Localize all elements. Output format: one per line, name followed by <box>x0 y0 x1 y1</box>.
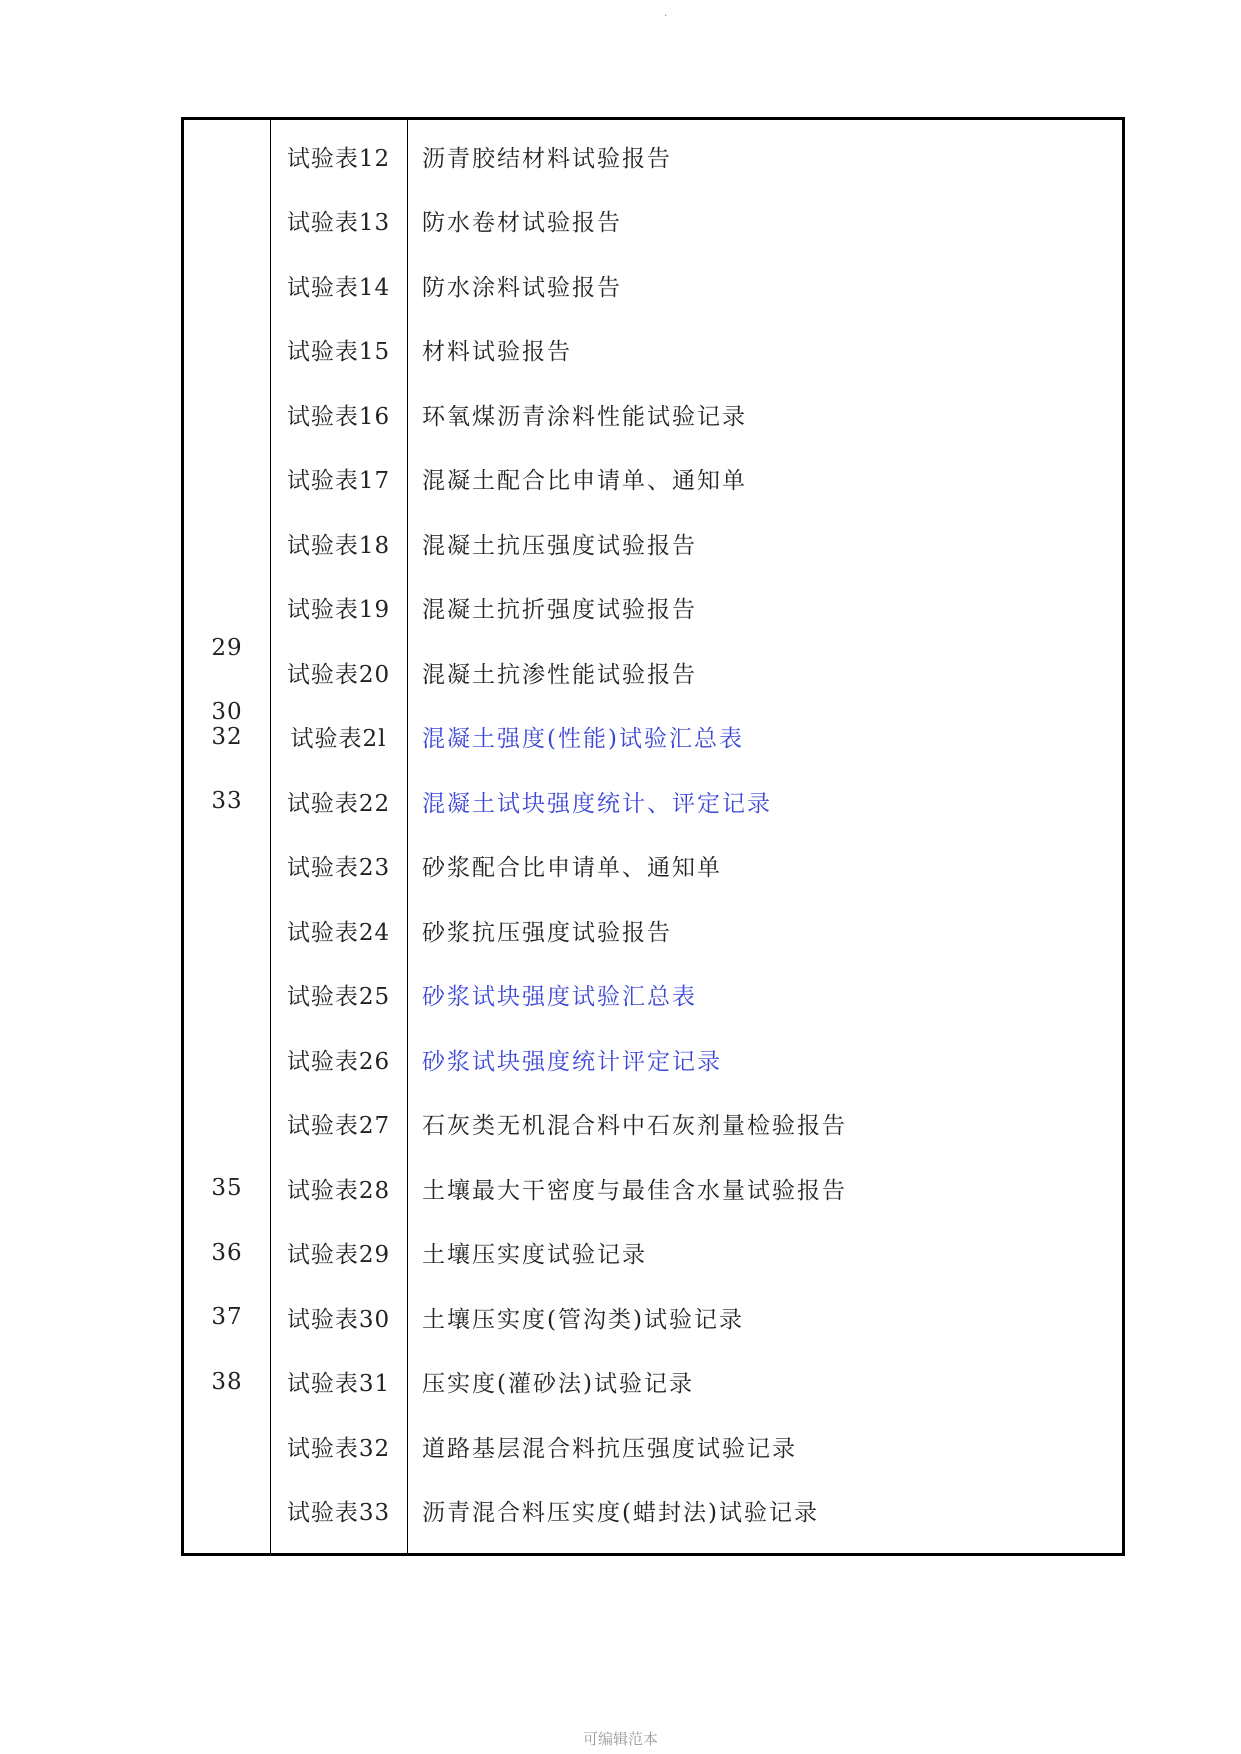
row-number: 37 <box>211 1304 243 1330</box>
form-code: 试验表23 <box>286 855 391 881</box>
row-number <box>184 834 270 898</box>
row-number <box>184 447 270 511</box>
form-code: 试验表32 <box>286 1435 391 1462</box>
row-number: 32 <box>211 723 243 750</box>
form-title: 防水涂料试验报告 <box>422 274 622 301</box>
table-row <box>184 640 1122 704</box>
table-row <box>184 834 1122 898</box>
form-code: 试验表17 <box>286 468 391 494</box>
table-row <box>184 1027 1122 1091</box>
row-number: 33 <box>211 788 243 814</box>
form-title: 土壤最大干密度与最佳含水量试验报告 <box>422 1177 847 1204</box>
table-row <box>184 253 1122 317</box>
form-code: 试验表25 <box>286 984 391 1010</box>
form-title: 混凝土抗压强度试验报告 <box>422 532 697 559</box>
form-code: 试验表2l <box>290 726 387 752</box>
form-code: 试验表31 <box>286 1371 391 1397</box>
form-title: 沥青胶结材料试验报告 <box>422 145 672 172</box>
form-code: 试验表26 <box>286 1048 391 1075</box>
row-number <box>184 382 270 446</box>
row-number <box>184 1479 270 1543</box>
form-code: 试验表24 <box>286 919 391 946</box>
form-code: 试验表30 <box>286 1306 391 1333</box>
form-code: 试验表12 <box>286 145 391 172</box>
form-code: 试验表22 <box>286 790 391 817</box>
row-number: 35 <box>211 1175 243 1201</box>
form-title: 混凝土配合比申请单、通知单 <box>422 468 747 494</box>
table-row <box>184 1221 1122 1285</box>
document-table <box>181 117 1125 1556</box>
form-code: 试验表29 <box>286 1242 391 1268</box>
form-title: 道路基层混合料抗压强度试验记录 <box>422 1435 797 1462</box>
table-row <box>184 1350 1122 1414</box>
header-dot: . <box>664 8 668 19</box>
table-row <box>184 189 1122 253</box>
form-code: 试验表28 <box>286 1177 391 1204</box>
table-row <box>184 1156 1122 1220</box>
form-code: 试验表13 <box>286 210 391 236</box>
form-title-link[interactable]: 砂浆试块强度试验汇总表 <box>422 984 697 1010</box>
row-number <box>184 124 270 188</box>
table-row <box>184 318 1122 382</box>
form-title: 压实度(灌砂法)试验记录 <box>422 1371 694 1397</box>
row-number <box>184 511 270 575</box>
form-code: 试验表18 <box>286 532 391 559</box>
form-title: 混凝土抗折强度试验报告 <box>422 597 697 623</box>
form-code: 试验表15 <box>286 339 391 365</box>
row-number <box>184 1092 270 1156</box>
table-row <box>184 447 1122 511</box>
form-title: 土壤压实度试验记录 <box>422 1242 647 1268</box>
row-number: 36 <box>211 1239 243 1266</box>
table-row <box>184 898 1122 962</box>
table-row <box>184 705 1122 769</box>
row-number <box>184 1414 270 1478</box>
form-title: 环氧煤沥青涂料性能试验记录 <box>422 403 747 430</box>
form-title: 沥青混合料压实度(蜡封法)试验记录 <box>422 1500 819 1526</box>
row-number <box>184 898 270 962</box>
row-number <box>184 189 270 253</box>
table-row <box>184 1285 1122 1349</box>
row-number <box>184 253 270 317</box>
table-row <box>184 769 1122 833</box>
row-number <box>184 318 270 382</box>
form-code: 试验表33 <box>286 1500 391 1526</box>
row-number: 29 <box>211 635 243 661</box>
form-title-link[interactable]: 混凝土强度(性能)试验汇总表 <box>422 726 744 752</box>
table-row <box>184 382 1122 446</box>
form-title: 砂浆抗压强度试验报告 <box>422 919 672 946</box>
form-code: 试验表14 <box>286 274 391 301</box>
row-number: 38 <box>211 1368 243 1395</box>
table-row <box>184 1479 1122 1543</box>
table-row <box>184 576 1122 640</box>
form-code: 试验表20 <box>286 661 391 688</box>
form-title: 混凝土抗渗性能试验报告 <box>422 661 697 688</box>
form-title: 砂浆配合比申请单、通知单 <box>422 855 722 881</box>
table-row <box>184 1092 1122 1156</box>
row-number <box>184 963 270 1027</box>
table-row <box>184 1414 1122 1478</box>
footer-watermark: 可编辑范本 <box>582 1730 658 1748</box>
table-row <box>184 963 1122 1027</box>
form-title-link[interactable]: 混凝土试块强度统计、评定记录 <box>422 790 772 817</box>
table-row <box>184 511 1122 575</box>
form-title: 防水卷材试验报告 <box>422 210 622 236</box>
form-title-link[interactable]: 砂浆试块强度统计评定记录 <box>422 1048 722 1075</box>
form-title: 石灰类无机混合料中石灰剂量检验报告 <box>422 1113 847 1139</box>
table-row <box>184 124 1122 188</box>
form-code: 试验表19 <box>286 597 391 623</box>
form-code: 试验表27 <box>286 1113 391 1139</box>
form-code: 试验表16 <box>286 403 391 430</box>
row-number: 30 <box>211 699 243 725</box>
row-number <box>184 1027 270 1091</box>
form-title: 土壤压实度(管沟类)试验记录 <box>422 1306 744 1333</box>
form-title: 材料试验报告 <box>422 339 572 365</box>
